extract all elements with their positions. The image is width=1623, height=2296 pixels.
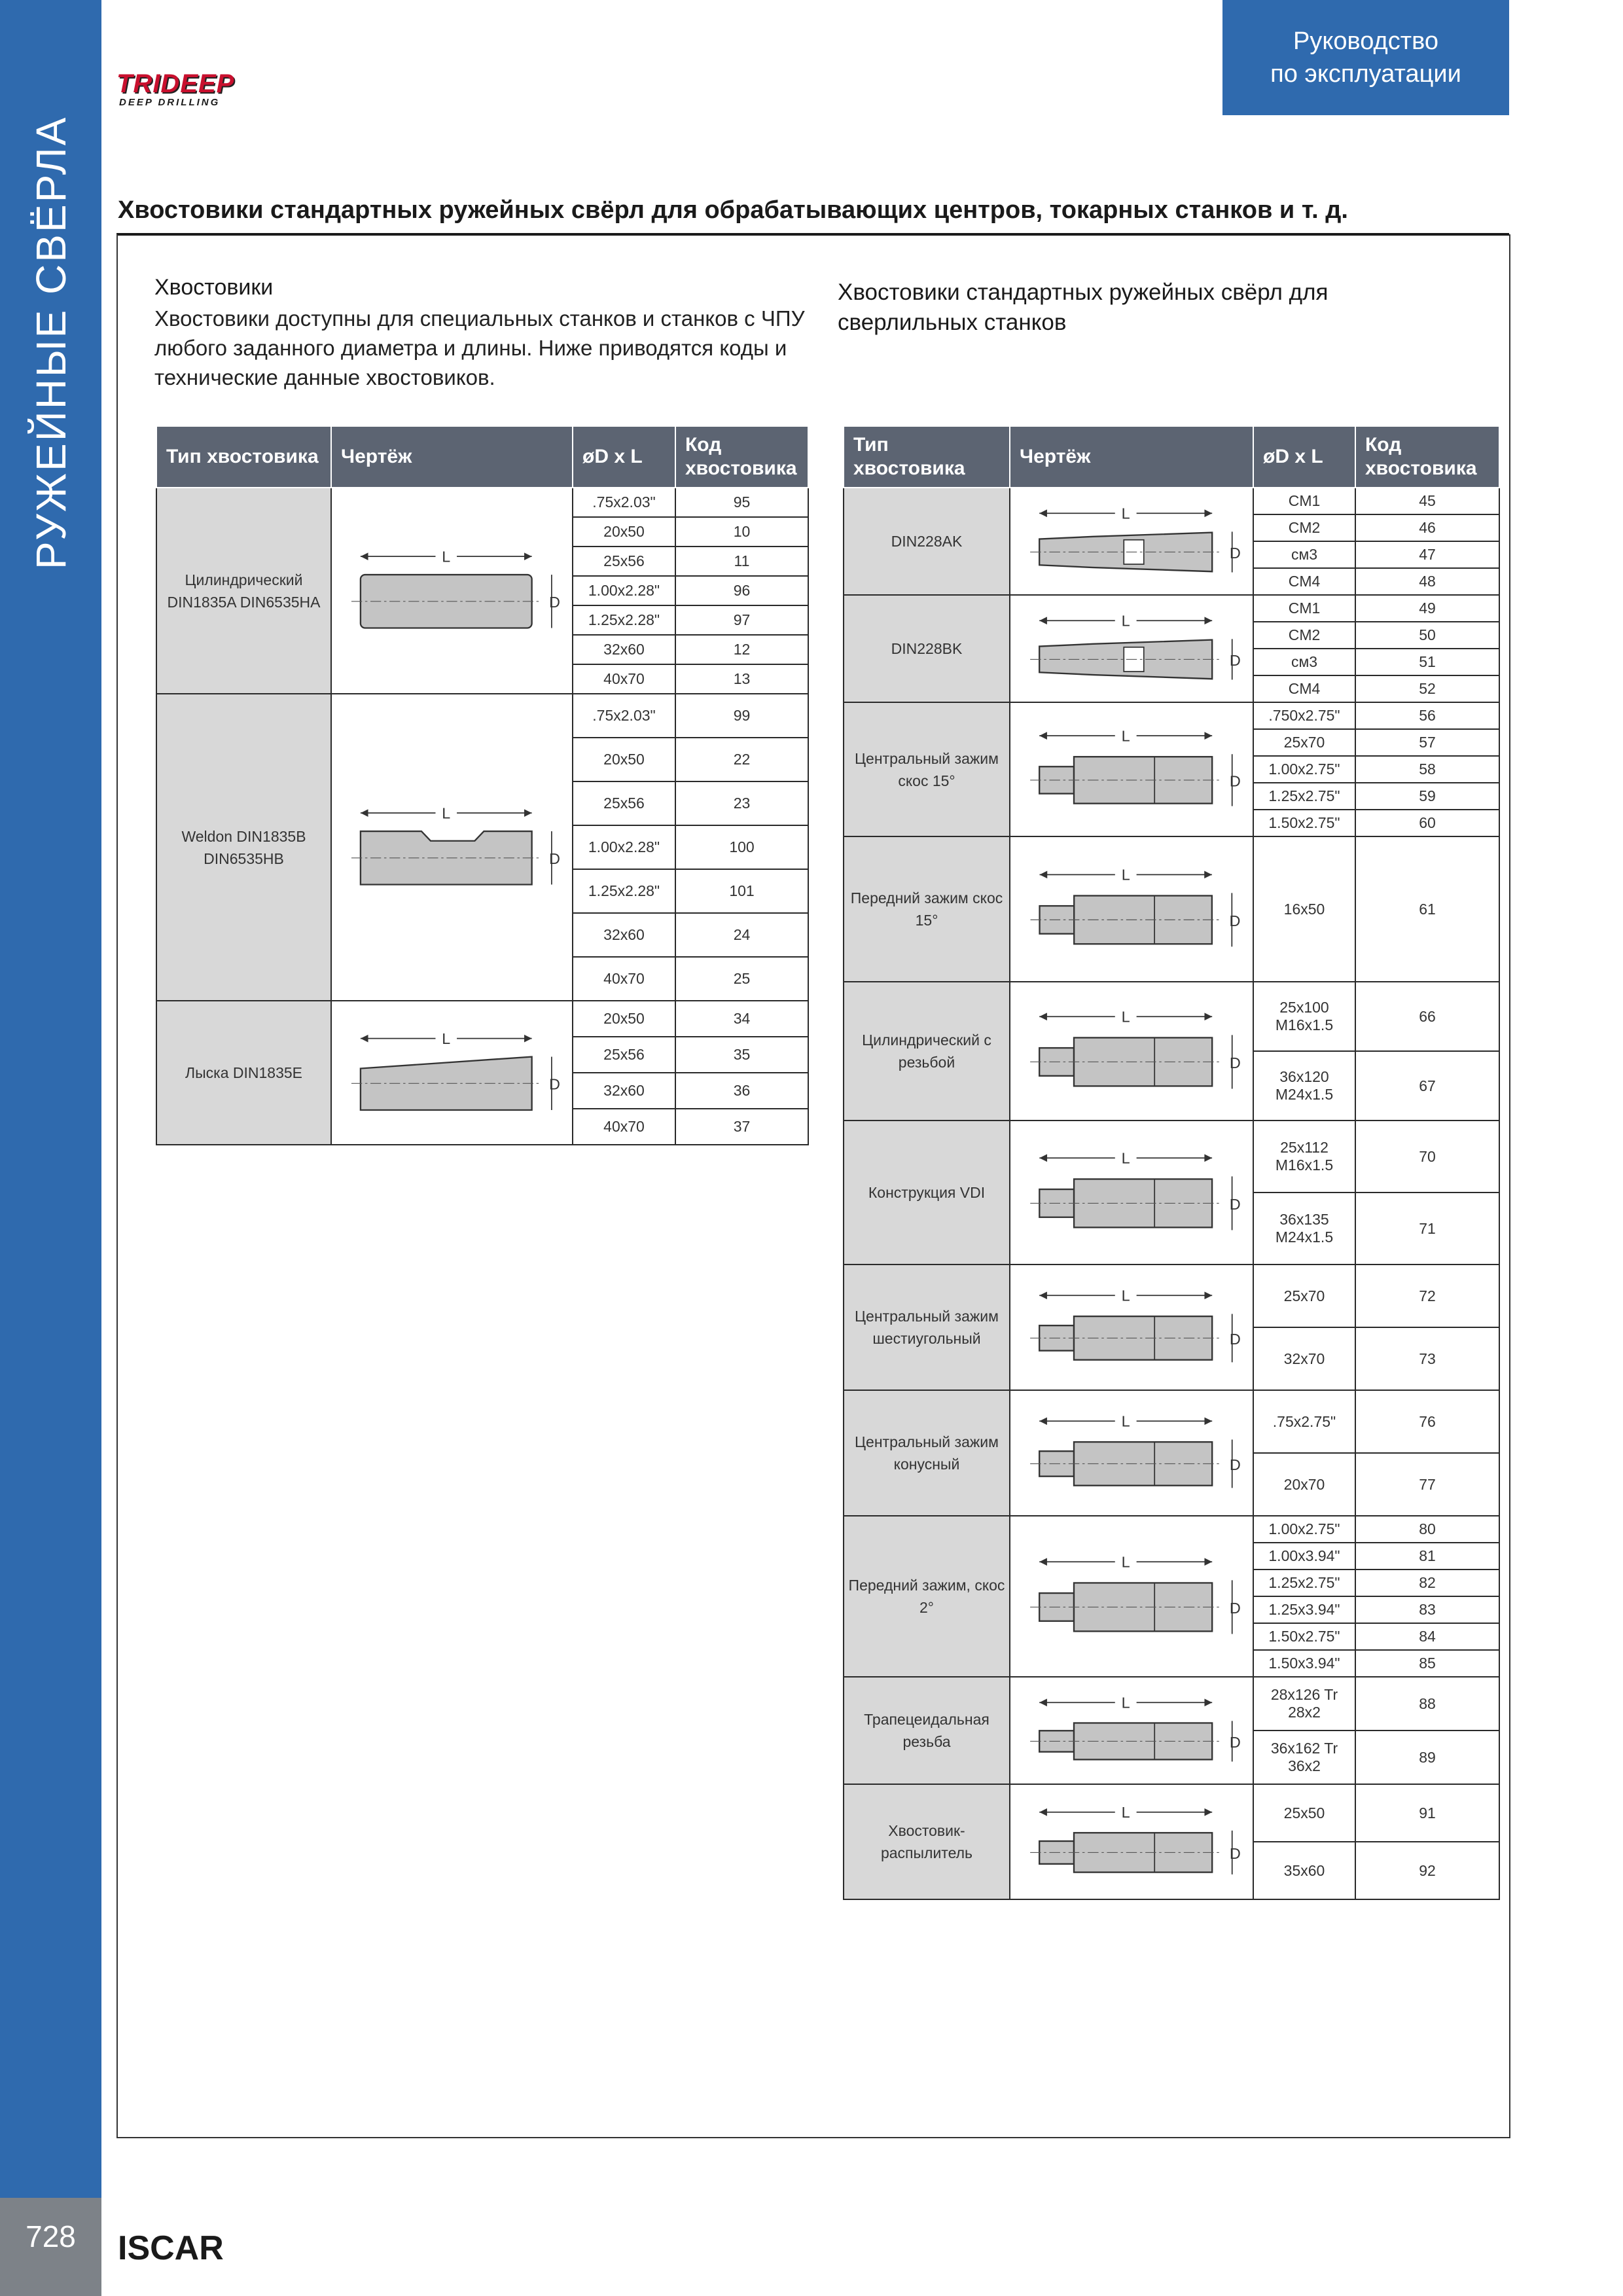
dimension-cell: см3 [1253,649,1355,675]
shank-code-cell: 11 [675,547,808,576]
left-section-intro: Хвостовики доступны для специальных станков и станков с ЧПУ любого заданного диаметра и длины. Ниже приводятся коды и технические данные хвостовиков. [154,306,805,389]
table-row [844,1784,1499,1842]
length-label: L [1121,505,1130,522]
shank-drawing-cell [1010,1677,1253,1784]
shank-code-cell: 12 [675,635,808,664]
shank-drawing-cell [1010,836,1253,982]
shank-code-cell: 34 [675,1001,808,1037]
length-label: L [442,1030,451,1047]
dimension-cell: 25x56 [573,547,675,576]
table-row [844,1265,1499,1327]
diameter-label: D [1229,772,1241,790]
diameter-label: D [549,850,560,868]
shank-code-cell: 81 [1355,1543,1499,1570]
shank-code-cell: 25 [675,957,808,1001]
right-header-code: Код хвостовика [1355,426,1499,488]
table-row [844,1390,1499,1453]
shank-code-cell: 83 [1355,1596,1499,1623]
shank-code-cell: 73 [1355,1327,1499,1390]
length-label: L [1121,1694,1130,1712]
right-shank-drawing [1016,842,1247,977]
dimension-cell: 32x70 [1253,1327,1355,1390]
dimension-cell: 1.00x2.75" [1253,1516,1355,1543]
right-shank-drawing [1016,1682,1247,1779]
left-header-drawing: Чертёж [331,426,573,488]
shank-code-cell: 56 [1355,702,1499,729]
shank-type-cell: Центральный зажим конусный [844,1390,1010,1516]
page-number: 728 [26,2219,76,2253]
dimension-cell: 25x70 [1253,1265,1355,1327]
shank-code-cell: 58 [1355,756,1499,783]
dimension-cell: 1.00x2.75" [1253,756,1355,783]
table-row [844,702,1499,729]
shank-type-cell: Цилиндрический DIN1835A DIN6535HA [156,488,331,694]
left-shank-table [156,425,809,1145]
table-row [156,488,808,517]
trideep-logo [116,71,234,108]
shank-type-cell: Конструкция VDI [844,1121,1010,1265]
shank-type-cell: Передний зажим, скос 2° [844,1516,1010,1677]
left-shank-drawing [338,1006,566,1139]
shank-drawing-cell [1010,982,1253,1121]
shank-code-cell: 85 [1355,1650,1499,1677]
manual-badge [1222,0,1509,115]
shank-code-cell: 52 [1355,675,1499,702]
shank-type-cell: Хвостовик-распылитель [844,1784,1010,1899]
right-header-type: Тип хвостовика [844,426,1010,488]
dimension-cell: 1.50x2.75" [1253,1623,1355,1650]
dimension-cell: CM1 [1253,488,1355,514]
shank-code-cell: 76 [1355,1390,1499,1453]
shank-code-cell: 71 [1355,1193,1499,1265]
shank-type-cell: Weldon DIN1835B DIN6535HB [156,694,331,1001]
shank-code-cell: 82 [1355,1570,1499,1596]
diameter-label: D [1229,1733,1241,1751]
dimension-cell: 25x70 [1253,729,1355,756]
table-row [156,1001,808,1037]
logo-text: TRIDEEP [116,69,235,98]
dimension-cell: 1.50x3.94" [1253,1650,1355,1677]
dimension-cell: 20x50 [573,1001,675,1037]
diameter-label: D [1229,1195,1241,1213]
dimension-cell: .75x2.75" [1253,1390,1355,1453]
shank-code-cell: 61 [1355,836,1499,982]
shank-code-cell: 57 [1355,729,1499,756]
shank-type-cell: Центральный зажим скос 15° [844,702,1010,836]
shank-code-cell: 10 [675,517,808,547]
shank-code-cell: 101 [675,869,808,913]
manual-line2: по эксплуатации [1270,60,1461,88]
dimension-cell: 32x60 [573,913,675,957]
length-label: L [1121,1803,1130,1821]
diameter-label: D [549,1075,560,1093]
length-label: L [1121,612,1130,630]
diameter-label: D [549,594,560,611]
right-shank-drawing [1016,1395,1247,1511]
manual-line1: Руководство [1293,27,1439,55]
shank-code-cell: 46 [1355,514,1499,541]
shank-code-cell: 96 [675,576,808,605]
shank-code-cell: 49 [1355,595,1499,622]
dimension-cell: 1.00x2.28" [573,825,675,869]
shank-drawing-cell [1010,1516,1253,1677]
section-side-title: РУЖЕЙНЫЕ СВЁРЛА [27,115,75,569]
length-label: L [1121,1149,1130,1167]
shank-code-cell: 45 [1355,488,1499,514]
dimension-cell: 36x162 Tr 36x2 [1253,1731,1355,1784]
length-label: L [1121,1287,1130,1304]
dimension-cell: 1.25x3.94" [1253,1596,1355,1623]
shank-code-cell: 88 [1355,1677,1499,1731]
logo-subtext: DEEP DRILLING [119,97,221,108]
length-label: L [1121,1553,1130,1571]
shank-drawing-cell [1010,1265,1253,1390]
length-label: L [1121,866,1130,884]
left-header-code: Код хвостовика [675,426,808,488]
right-shank-drawing [1016,1270,1247,1385]
shank-drawing-cell [1010,595,1253,702]
dimension-cell: 25x56 [573,1037,675,1073]
length-label: L [442,548,451,565]
shank-type-cell: Лыска DIN1835E [156,1001,331,1145]
diameter-label: D [1229,1844,1241,1862]
dimension-cell: CM4 [1253,675,1355,702]
shank-drawing-cell [1010,1784,1253,1899]
dimension-cell: 16x50 [1253,836,1355,982]
table-row [844,595,1499,622]
table-row [844,982,1499,1051]
shank-code-cell: 95 [675,488,808,517]
dimension-cell: 40x70 [573,664,675,694]
diameter-label: D [1229,1456,1241,1473]
shank-code-cell: 50 [1355,622,1499,649]
dimension-cell: 40x70 [573,1109,675,1145]
diameter-label: D [1229,544,1241,562]
shank-code-cell: 66 [1355,982,1499,1051]
table-row [844,1121,1499,1193]
shank-code-cell: 92 [1355,1842,1499,1899]
dimension-cell: 32x60 [573,635,675,664]
table-row [844,836,1499,982]
dimension-cell: 1.00x3.94" [1253,1543,1355,1570]
right-shank-drawing [1016,708,1247,831]
shank-type-cell: DIN228AK [844,488,1010,595]
shank-code-cell: 77 [1355,1453,1499,1516]
right-header-drawing: Чертёж [1010,426,1253,488]
dimension-cell: CM2 [1253,514,1355,541]
table-row [844,1677,1499,1731]
shank-code-cell: 51 [1355,649,1499,675]
shank-code-cell: 80 [1355,1516,1499,1543]
dimension-cell: CM4 [1253,568,1355,595]
right-shank-drawing [1016,987,1247,1115]
diameter-label: D [1229,1330,1241,1348]
shank-code-cell: 47 [1355,541,1499,568]
dimension-cell: 28x126 Tr 28x2 [1253,1677,1355,1731]
shank-code-cell: 89 [1355,1731,1499,1784]
shank-drawing-cell [1010,488,1253,595]
diameter-label: D [1229,1599,1241,1617]
length-label: L [1121,1412,1130,1430]
shank-code-cell: 35 [675,1037,808,1073]
length-label: L [1121,1008,1130,1026]
dimension-cell: см3 [1253,541,1355,568]
shank-code-cell: 100 [675,825,808,869]
dimension-cell: 36x120 M24x1.5 [1253,1051,1355,1121]
shank-type-cell: Центральный зажим шестиугольный [844,1265,1010,1390]
right-shank-drawing [1016,1126,1247,1259]
diameter-label: D [1229,1054,1241,1071]
dimension-cell: 20x50 [573,738,675,781]
shank-code-cell: 59 [1355,783,1499,810]
dimension-cell: 25x50 [1253,1784,1355,1842]
right-shank-drawing [1016,493,1247,590]
shank-code-cell: 24 [675,913,808,957]
shank-code-cell: 36 [675,1073,808,1109]
left-section-title: Хвостовики [154,275,274,300]
shank-drawing-cell [331,694,573,1001]
shank-drawing-cell [1010,702,1253,836]
shank-type-cell: Трапецеидальная резьба [844,1677,1010,1784]
dimension-cell: 25x112 M16x1.5 [1253,1121,1355,1193]
length-label: L [1121,727,1130,745]
dimension-cell: 1.50x2.75" [1253,810,1355,836]
left-header-dxl: øD x L [573,426,675,488]
shank-drawing-cell [331,1001,573,1145]
shank-code-cell: 13 [675,664,808,694]
left-shank-drawing [338,493,566,689]
shank-code-cell: 22 [675,738,808,781]
shank-code-cell: 23 [675,781,808,825]
shank-code-cell: 91 [1355,1784,1499,1842]
dimension-cell: 20x70 [1253,1453,1355,1516]
dimension-cell: 36x135 M24x1.5 [1253,1193,1355,1265]
length-label: L [442,804,451,822]
right-shank-drawing [1016,600,1247,697]
shank-type-cell: Цилиндрический с резьбой [844,982,1010,1121]
dimension-cell: 1.00x2.28" [573,576,675,605]
right-shank-drawing [1016,1521,1247,1672]
dimension-cell: CM1 [1253,595,1355,622]
dimension-cell: CM2 [1253,622,1355,649]
shank-code-cell: 37 [675,1109,808,1145]
dimension-cell: 40x70 [573,957,675,1001]
right-section-title: Хвостовики стандартных ружейных свёрл для сверлильных станков [838,279,1329,335]
shank-code-cell: 84 [1355,1623,1499,1650]
shank-code-cell: 60 [1355,810,1499,836]
dimension-cell: 32x60 [573,1073,675,1109]
dimension-cell: .75x2.03" [573,488,675,517]
shank-type-cell: Передний зажим скос 15° [844,836,1010,982]
shank-code-cell: 67 [1355,1051,1499,1121]
shank-drawing-cell [331,488,573,694]
dimension-cell: 1.25x2.28" [573,605,675,635]
left-header-type: Тип хвостовика [156,426,331,488]
dimension-cell: 25x100 M16x1.5 [1253,982,1355,1051]
table-row [156,694,808,738]
table-row [844,1516,1499,1543]
brand-name: ISCAR [118,2229,224,2267]
right-shank-table [843,425,1500,1900]
shank-code-cell: 48 [1355,568,1499,595]
diameter-label: D [1229,912,1241,929]
right-header-dxl: øD x L [1253,426,1355,488]
dimension-cell: .750x2.75" [1253,702,1355,729]
shank-code-cell: 99 [675,694,808,738]
dimension-cell: 35x60 [1253,1842,1355,1899]
shank-type-cell: DIN228BK [844,595,1010,702]
dimension-cell: 1.25x2.28" [573,869,675,913]
shank-code-cell: 97 [675,605,808,635]
shank-drawing-cell [1010,1121,1253,1265]
right-shank-drawing [1016,1789,1247,1894]
dimension-cell: 25x56 [573,781,675,825]
dimension-cell: 1.25x2.75" [1253,783,1355,810]
dimension-cell: 20x50 [573,517,675,547]
table-row [844,488,1499,514]
shank-code-cell: 70 [1355,1121,1499,1193]
shank-drawing-cell [1010,1390,1253,1516]
left-shank-drawing [338,699,566,996]
page-title: Хвостовики стандартных ружейных свёрл для обрабатывающих центров, токарных станков и т. д. [118,196,1348,224]
dimension-cell: .75x2.03" [573,694,675,738]
dimension-cell: 1.25x2.75" [1253,1570,1355,1596]
shank-code-cell: 72 [1355,1265,1499,1327]
diameter-label: D [1229,651,1241,669]
